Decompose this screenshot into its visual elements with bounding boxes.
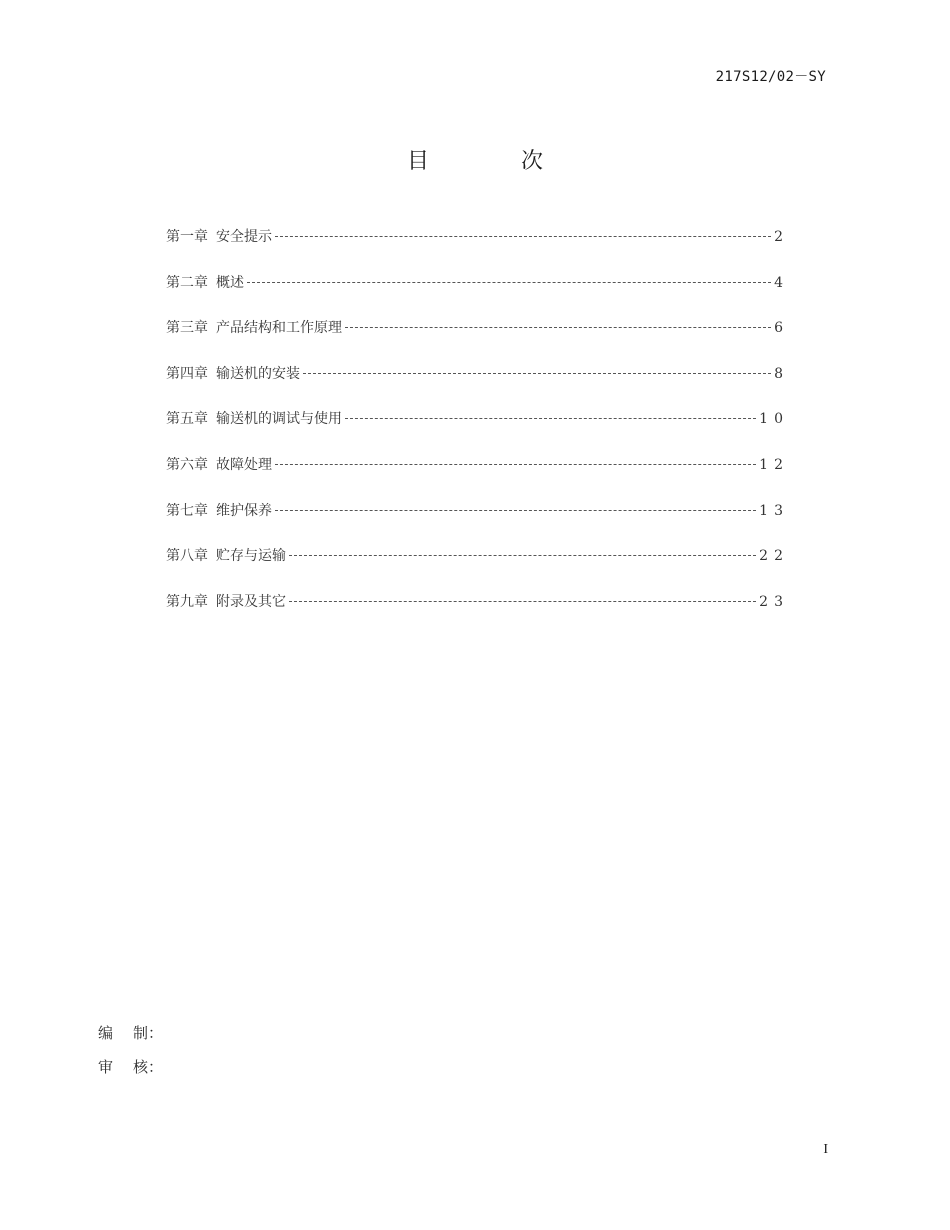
page-title (0, 144, 950, 175)
toc-page-number: 12 (759, 456, 789, 473)
toc-chapter-label: 第六章 (166, 456, 208, 473)
table-of-contents (166, 226, 789, 636)
toc-page-number: 23 (759, 593, 789, 610)
toc-chapter-title: 概述 (216, 274, 244, 291)
toc-chapter-title: 安全提示 (216, 229, 272, 245)
reviewer-line (98, 1056, 163, 1077)
toc-page-number: 22 (759, 548, 789, 565)
toc-entry-1[interactable] (166, 226, 789, 272)
toc-chapter-label: 第五章 (166, 411, 208, 428)
toc-leader-dots (289, 555, 756, 556)
toc-leader-dots (275, 510, 756, 511)
title-char-1: 目 (406, 149, 429, 174)
toc-page-number: 2 (774, 229, 789, 245)
toc-chapter-title: 故障处理 (216, 456, 272, 473)
toc-entry-2[interactable] (166, 272, 789, 318)
toc-page-number: 8 (774, 365, 789, 382)
toc-entry-6[interactable] (166, 454, 789, 500)
toc-chapter-label: 第九章 (166, 593, 208, 610)
reviewer-label-char-2: 核： (133, 1058, 164, 1076)
title-char-2: 次 (521, 149, 544, 174)
toc-leader-dots (303, 373, 771, 374)
reviewer-label-char-1: 审 (98, 1058, 114, 1076)
toc-chapter-label: 第二章 (166, 274, 208, 291)
toc-leader-dots (275, 464, 756, 465)
toc-page-number: 4 (774, 274, 789, 291)
toc-leader-dots (345, 327, 771, 328)
toc-entry-4[interactable] (166, 363, 789, 409)
toc-leader-dots (247, 282, 771, 283)
toc-chapter-label: 第七章 (166, 502, 208, 519)
toc-chapter-title: 输送机的安装 (216, 365, 300, 382)
footer-page-number: I (823, 1142, 828, 1157)
toc-leader-dots (345, 418, 756, 419)
toc-entry-3[interactable] (166, 317, 789, 363)
toc-chapter-title: 维护保养 (216, 502, 272, 519)
toc-chapter-title: 附录及其它 (216, 593, 286, 610)
toc-chapter-label: 第四章 (166, 365, 208, 382)
toc-page-number: 13 (759, 502, 789, 519)
toc-entry-8[interactable] (166, 545, 789, 591)
editor-label-char-2: 制： (133, 1024, 164, 1042)
toc-page-number: 6 (774, 320, 789, 337)
toc-leader-dots (289, 601, 756, 602)
toc-chapter-label: 第三章 (166, 320, 208, 337)
toc-entry-9[interactable] (166, 591, 789, 637)
toc-leader-dots (275, 236, 771, 237)
toc-chapter-label: 第一章 (166, 229, 208, 245)
toc-entry-5[interactable] (166, 408, 789, 454)
toc-chapter-title: 贮存与运输 (216, 548, 286, 565)
toc-chapter-title: 产品结构和工作原理 (216, 320, 342, 337)
toc-page-number: 10 (759, 411, 789, 428)
toc-chapter-title: 输送机的调试与使用 (216, 411, 342, 428)
document-code: 217S12/02－SY (715, 69, 826, 85)
toc-chapter-label: 第八章 (166, 548, 208, 565)
editor-line (98, 1022, 163, 1043)
toc-entry-7[interactable] (166, 500, 789, 546)
editor-label-char-1: 编 (98, 1024, 114, 1042)
